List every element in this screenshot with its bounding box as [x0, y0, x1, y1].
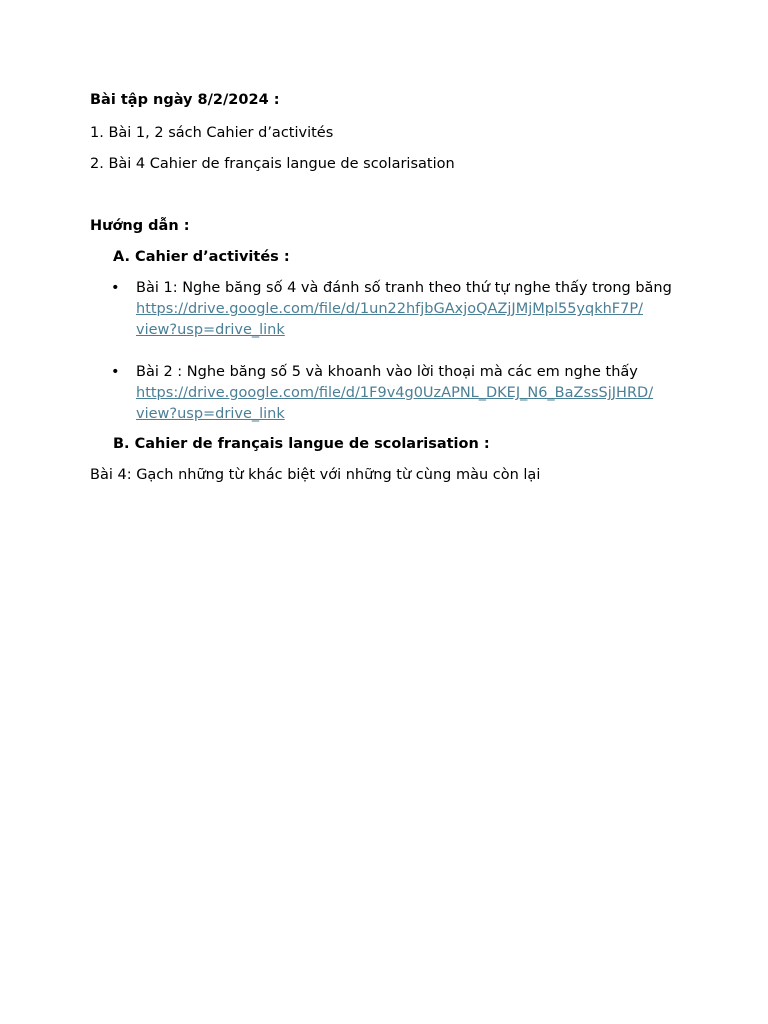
- bullet-body: [136, 278, 686, 341]
- final-note: Bài 4: Gạch những từ khác biệt với những từ cùng màu còn lại: [90, 467, 541, 483]
- exercise-2-link[interactable]: [136, 383, 686, 425]
- exercise-1-text: Bài 1: Nghe băng số 4 và đánh số tranh theo thứ tự nghe thấy trong băng: [136, 280, 672, 296]
- link-line: view?usp=drive_link: [136, 406, 285, 422]
- assignment-title: Bài tập ngày 8/2/2024 :: [90, 92, 280, 108]
- task-item-1: 1. Bài 1, 2 sách Cahier d’activités: [90, 125, 334, 141]
- section-b-heading: B. Cahier de français langue de scolarisation :: [113, 436, 490, 452]
- link-line: view?usp=drive_link: [136, 322, 285, 338]
- bullet-body: [136, 362, 686, 425]
- link-line: https://drive.google.com/file/d/1F9v4g0UzAPNL_DKEJ_N6_BaZssSjJHRD/: [136, 385, 654, 401]
- exercise-2-text: Bài 2 : Nghe băng số 5 và khoanh vào lời thoại mà các em nghe thấy: [136, 364, 638, 380]
- exercise-1-link[interactable]: [136, 299, 686, 341]
- task-item-2: 2. Bài 4 Cahier de français langue de scolarisation: [90, 156, 455, 172]
- guide-heading: Hướng dẫn :: [90, 218, 190, 234]
- bullet-icon: •: [111, 364, 120, 380]
- link-line: https://drive.google.com/file/d/1un22hfjbGAxjoQAZjJMjMpl55yqkhF7P/: [136, 301, 643, 317]
- section-a-heading: A. Cahier d’activités :: [113, 249, 290, 265]
- bullet-icon: •: [111, 280, 120, 296]
